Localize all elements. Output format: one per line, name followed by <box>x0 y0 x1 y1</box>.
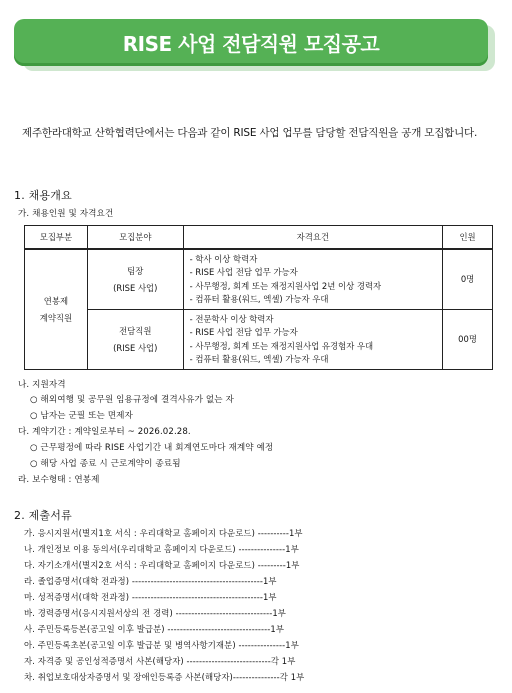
document-item: 가. 응시지원서(별지1호 서식 : 우리대학교 홈페이지 다운로드) ----------1부 <box>24 528 303 538</box>
section1-title: 1. 채용개요 <box>14 189 72 202</box>
group-label-cell <box>25 249 88 370</box>
document-item: 사. 주민등록등본(공고일 이후 발급분) ---------------------------------1부 <box>24 624 285 634</box>
list-item: ○ 해당 사업 종료 시 근로계약이 종료됨 <box>30 459 181 469</box>
qual-line: - 전문학사 이상 학력자 <box>189 314 274 325</box>
qual-line: - 학사 이상 학력자 <box>189 254 258 264</box>
page-title: RISE 사업 전담직원 모집공고 <box>122 32 380 56</box>
header-headcount: 인원 <box>443 226 493 250</box>
table-header-row <box>25 226 493 250</box>
field-cell <box>87 249 183 310</box>
quals-cell <box>183 249 442 310</box>
section1-sub-b: 나. 지원자격 <box>18 380 66 390</box>
header-recruit-part: 모집부분 <box>25 226 88 250</box>
document-item: 아. 주민등록초본(공고일 이후 발급분 및 병역사항기재분) ---------------1부 <box>24 640 299 650</box>
document-item: 차. 취업보호대상자증명서 및 장애인등록증 사본(해당자)---------------각 1부 <box>24 672 305 682</box>
document-item: 바. 경력증명서(응시지원서상의 전 경력) -------------------------------1부 <box>24 608 286 618</box>
section2-title: 2. 제출서류 <box>14 509 72 522</box>
qual-line: - 사무행정, 회계 또는 재정지원사업 유경험자 우대 <box>189 340 374 351</box>
group-label-line2: 계약직원 <box>39 312 73 323</box>
list-item: ○ 남자는 군필 또는 면제자 <box>30 411 133 421</box>
qual-line: - 컴퓨터 활용(워드, 엑셀) 가능자 우대 <box>189 354 329 365</box>
intro-paragraph: 제주한라대학교 산학협력단에서는 다음과 같이 RISE 사업 업무를 담당할 전담직원을 공개 모집합니다. <box>22 127 478 139</box>
document-item: 다. 자기소개서(별지2호 서식 : 우리대학교 홈페이지 다운로드) ---------1부 <box>24 560 300 570</box>
field-line2: (RISE 사업) <box>113 342 158 353</box>
count-cell: 00명 <box>443 310 493 370</box>
table-row <box>25 249 493 310</box>
section1-sub-d: 라. 보수형태 : 연봉제 <box>18 475 100 485</box>
document-item: 라. 졸업증명서(대학 전과정) ------------------------------------------1부 <box>24 576 277 586</box>
document-item: 마. 성적증명서(대학 전과정) ------------------------------------------1부 <box>24 592 277 602</box>
document-item: 나. 개인정보 이용 동의서(우리대학교 홈페이지 다운로드) ---------------1부 <box>24 544 299 554</box>
header-qualifications: 자격요건 <box>183 226 442 250</box>
requirements-table <box>24 225 493 370</box>
list-item: ○ 근무평정에 따라 RISE 사업기간 내 회계연도마다 재계약 예정 <box>30 443 274 453</box>
section1-sub-c: 다. 계약기간 : 계약일로부터 ~ 2026.02.28. <box>18 427 191 437</box>
field-cell <box>87 310 183 370</box>
field-line2: (RISE 사업) <box>113 282 158 293</box>
document-item: 자. 자격증 및 공인성적증명서 사본(해당자) ---------------------------각 1부 <box>24 656 296 666</box>
count-cell: 0명 <box>443 249 493 310</box>
qual-line: - RISE 사업 전담 업무 가능자 <box>189 327 298 338</box>
qual-line: - 사무행정, 회계 또는 재정지원사업 2년 이상 경력자 <box>189 280 382 291</box>
section1-sub-a: 가. 채용인원 및 자격요건 <box>18 209 114 219</box>
table-row <box>25 310 493 370</box>
field-line1: 팀장 <box>127 265 144 276</box>
header-recruit-field: 모집분야 <box>87 226 183 250</box>
field-line1: 전담직원 <box>119 325 152 336</box>
group-label-line1: 연봉제 <box>43 295 69 306</box>
qual-line: - RISE 사업 전담 업무 가능자 <box>189 267 298 278</box>
list-item: ○ 해외여행 및 공무원 임용규정에 결격사유가 없는 자 <box>30 395 234 405</box>
title-banner <box>14 19 488 66</box>
quals-cell <box>183 310 442 370</box>
qual-line: - 컴퓨터 활용(워드, 엑셀) 가능자 우대 <box>189 293 329 304</box>
